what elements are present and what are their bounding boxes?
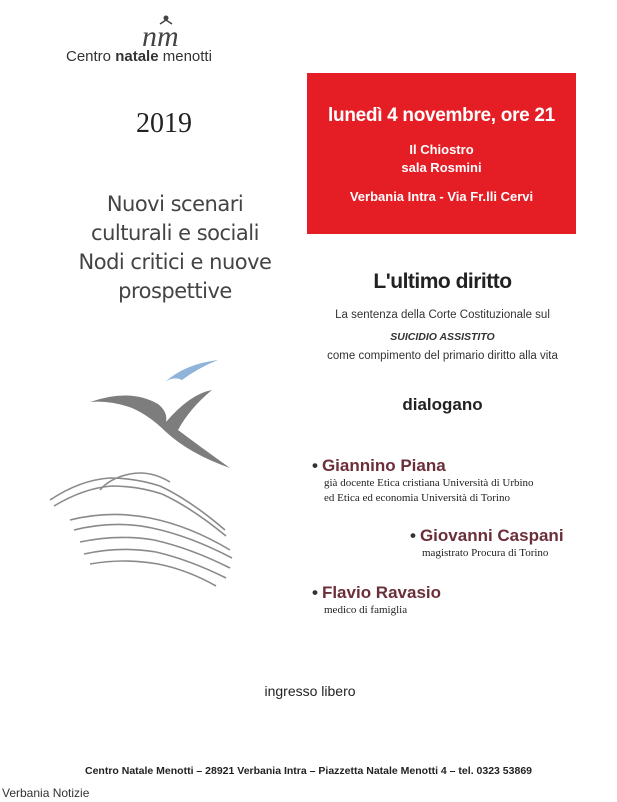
bullet-icon: • [312, 456, 318, 475]
small-bird-icon [165, 360, 218, 382]
logo-name-prefix: Centro [66, 48, 116, 65]
theme-heading [60, 190, 290, 306]
event-venue [307, 141, 576, 177]
venue-line: Il Chiostro [409, 142, 474, 157]
speaker-role: già docente Etica cristiana Università di Urbino [324, 477, 534, 489]
logo-name [66, 48, 212, 65]
logo-mark-text: nm [142, 20, 179, 52]
speaker-name [410, 526, 564, 546]
speaker-entry [312, 456, 534, 506]
event-info-box [307, 73, 576, 234]
footer-contact: Centro Natale Menotti – 28921 Verbania Intra – Piazzetta Natale Menotti 4 – tel. 0323 53869 [84, 765, 532, 777]
speaker-name [312, 583, 441, 603]
speaker-name-text: Giovanni Caspani [419, 526, 564, 545]
speaker-name [312, 456, 534, 476]
large-bird-icon [90, 390, 230, 468]
speaker-name-text: Giannino Piana [321, 456, 446, 475]
speaker-name-text: Flavio Ravasio [321, 583, 442, 602]
year-label: 2019 [136, 108, 192, 139]
theme-line: culturali e sociali [91, 221, 259, 245]
speaker-entry [312, 583, 441, 618]
event-address: Verbania Intra - Via Fr.lli Cervi [349, 189, 534, 204]
bullet-icon: • [410, 526, 416, 545]
admission-note: ingresso libero [264, 683, 356, 699]
nm-monogram-icon [138, 12, 198, 52]
logo-name-suffix: menotti [158, 48, 212, 65]
logo-name-bold: natale [115, 48, 159, 65]
open-book-icon [50, 473, 232, 586]
theme-line: Nodi critici e nuove [78, 250, 272, 274]
talk-subtitle-emphasis: SUICIDIO ASSISTITO [390, 331, 495, 343]
speaker-entry [410, 526, 564, 561]
dialog-label: dialogano [402, 395, 483, 414]
book-and-birds-illustration [40, 350, 290, 590]
theme-line: prospettive [118, 279, 232, 303]
talk-subtitle: come compimento del primario diritto alla vita [327, 350, 558, 362]
speaker-role: medico di famiglia [324, 604, 408, 616]
speaker-role: ed Etica ed economia Università di Torino [324, 492, 510, 504]
talk-subtitle: La sentenza della Corte Costituzionale sul [335, 309, 550, 321]
bullet-icon: • [312, 583, 318, 602]
theme-line: Nuovi scenari [106, 192, 244, 216]
source-watermark: Verbania Notizie [2, 786, 90, 800]
speaker-role: magistrato Procura di Torino [422, 547, 549, 559]
event-date-time: lunedì 4 novembre, ore 21 [328, 105, 555, 126]
venue-line: sala Rosmini [401, 160, 482, 175]
talk-title: L'ultimo diritto [373, 270, 512, 293]
centro-natale-menotti-logo [60, 12, 260, 72]
